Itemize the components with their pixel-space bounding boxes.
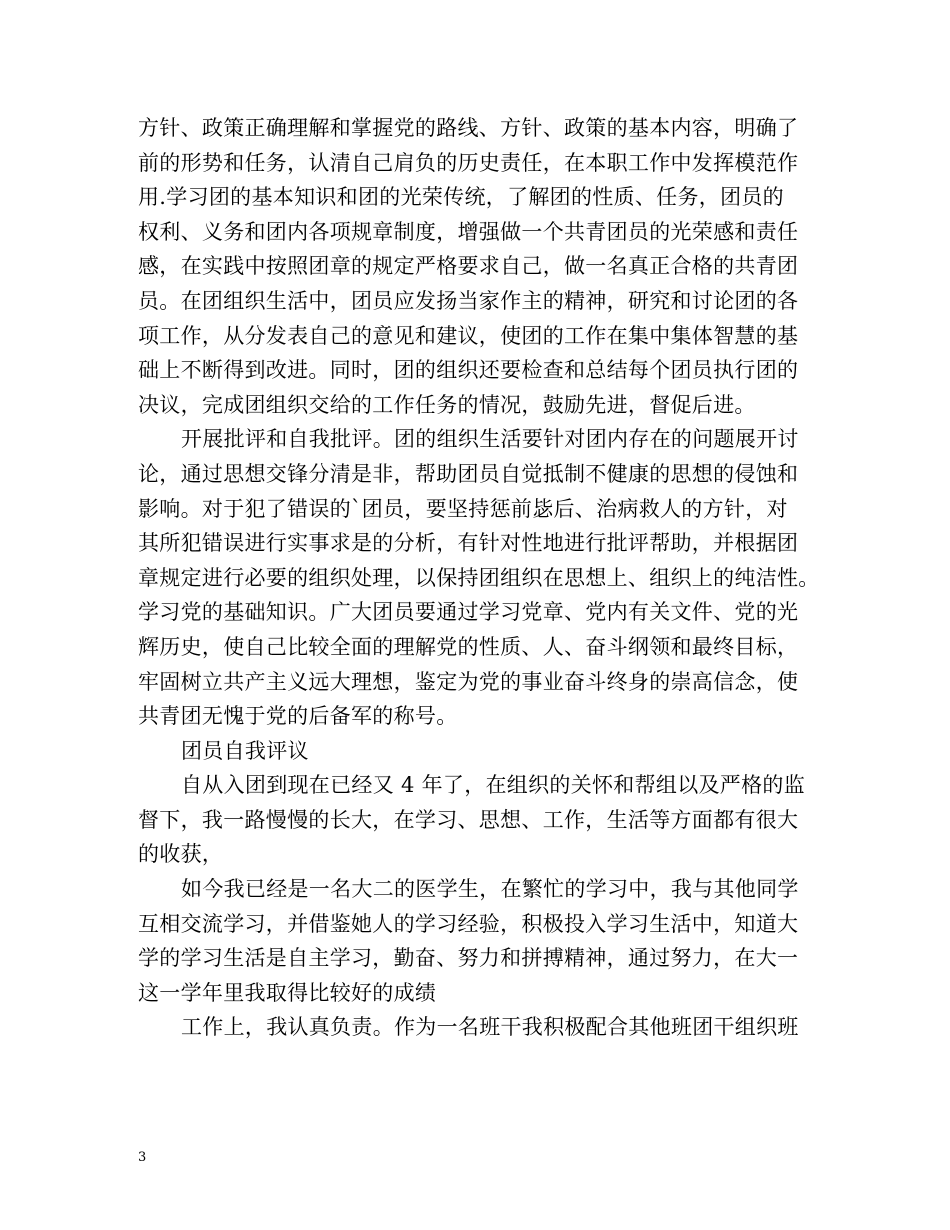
- text-line: 学习党的基础知识。广大团员要通过学习党章、党内有关文件、党的光: [138, 600, 799, 625]
- text-line: 学的学习生活是自主学习，勤奋、努力和拼搏精神，通过努力，在大一: [138, 946, 799, 971]
- text-line: 感，在实践中按照团章的规定严格要求自己，做一名真正合格的共青团: [138, 254, 799, 279]
- text-line: 其所犯错误进行实事求是的分析，有针对性地进行批评帮助，并根据团: [138, 531, 799, 556]
- text-line: 牢固树立共产主义远大理想，鉴定为党的事业奋斗终身的崇高信念，使: [138, 669, 799, 694]
- text-line: 论，通过思想交锋分清是非，帮助团员自觉抵制不健康的思想的侵蚀和: [138, 461, 799, 486]
- text-line: 础上不断得到改进。同时，团的组织还要检查和总结每个团员执行团的: [138, 358, 799, 383]
- paragraph-start-line: 工作上，我认真负责。作为一名班干我积极配合其他班团干组织班: [181, 1015, 799, 1040]
- text-line: 方针、政策正确理解和掌握党的路线、方针、政策的基本内容，明确了: [138, 116, 799, 140]
- text-line: 的收获，: [138, 842, 224, 867]
- text-line: 前的形势和任务，认清自己肩负的历史责任，在本职工作中发挥模范作: [138, 150, 799, 175]
- paragraph-start-line: 开展批评和自我批评。团的组织生活要针对团内存在的问题展开讨: [181, 427, 799, 452]
- text-line: 权利、义务和团内各项规章制度，增强做一个共青团员的光荣感和责任: [138, 219, 799, 244]
- paragraph-start-line: 自从入团到现在已经又 4 年了，在组织的关怀和帮组以及严格的监: [181, 773, 806, 798]
- text-line: 影响。对于犯了错误的`团员，要坚持惩前毖后、治病救人的方针，对: [138, 496, 788, 521]
- text-line: 共青团无愧于党的后备军的称号。: [138, 704, 458, 729]
- text-line: 决议，完成团组织交给的工作任务的情况，鼓励先进，督促后进。: [138, 392, 756, 417]
- section-heading: 团员自我评议: [181, 738, 309, 763]
- text-line: 互相交流学习，并借鉴她人的学习经验，积极投入学习生活中，知道大: [138, 911, 799, 936]
- paragraph-start-line: 如今我已经是一名大二的医学生，在繁忙的学习中，我与其他同学: [181, 877, 799, 902]
- text-line: 用.学习团的基本知识和团的光荣传统，了解团的性质、任务，团员的: [138, 185, 784, 210]
- document-body: [138, 111, 828, 1045]
- text-line: 章规定进行必要的组织处理，以保持团组织在思想上、组织上的纯洁性。: [138, 565, 820, 590]
- text-line: 辉历史，使自己比较全面的理解党的性质、人、奋斗纲领和最终目标，: [138, 634, 799, 659]
- text-line: 这一学年里我取得比较好的成绩: [138, 980, 437, 1005]
- text-line: 项工作，从分发表自己的意见和建议，使团的工作在集中集体智慧的基: [138, 323, 799, 348]
- text-line: 督下，我一路慢慢的长大，在学习、思想、工作，生活等方面都有很大: [138, 807, 799, 832]
- text-line: 员。在团组织生活中，团员应发扬当家作主的精神，研究和讨论团的各: [138, 288, 799, 313]
- page-number: 3: [138, 1150, 147, 1165]
